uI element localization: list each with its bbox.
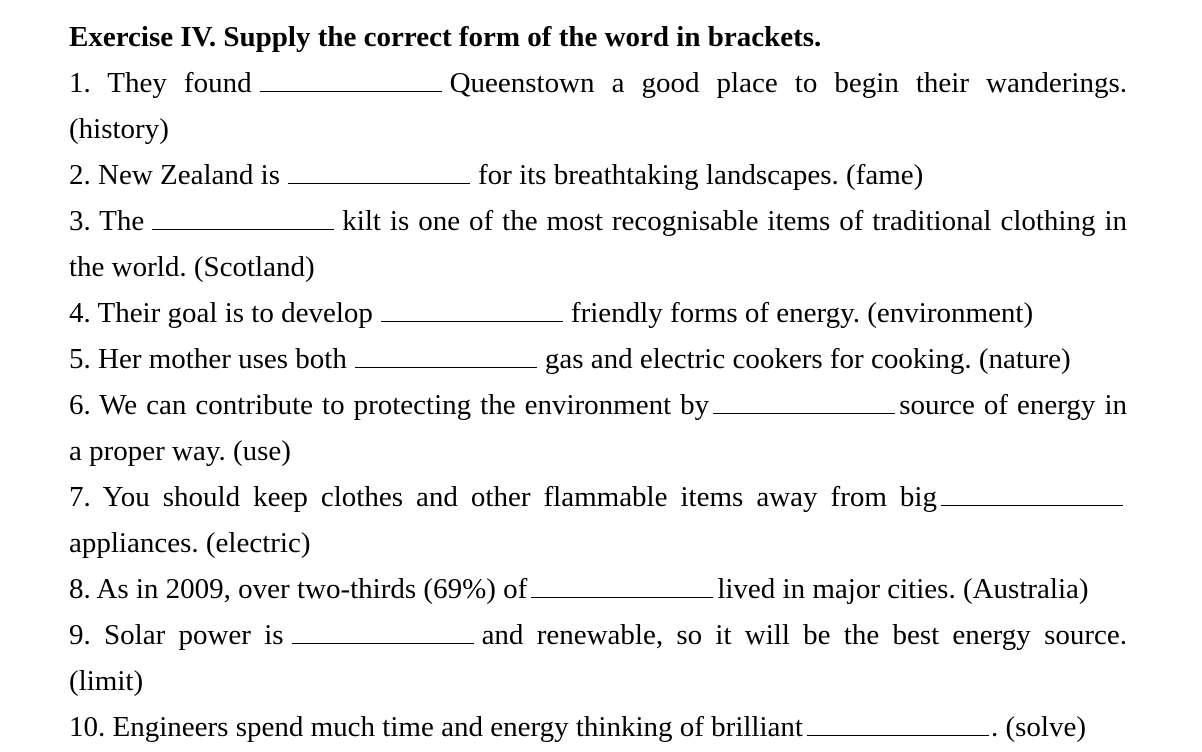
answer-blank-4 bbox=[381, 299, 563, 322]
answer-blank-10 bbox=[807, 713, 989, 736]
item-text-after: and renewable, so it will be the best energy source. (limit) bbox=[69, 619, 1128, 697]
exercise-item-6 bbox=[69, 382, 1127, 474]
item-text-after: . (solve) bbox=[990, 711, 1087, 743]
item-text-before: 2. New Zealand is bbox=[69, 159, 280, 191]
item-text-before: 10. Engineers spend much time and energy thinking of brilliant bbox=[69, 711, 803, 743]
answer-blank-8 bbox=[531, 575, 713, 598]
item-text-after: Queenstown a good place to begin their wanderings. (history) bbox=[69, 67, 1127, 145]
exercise-item-8 bbox=[69, 566, 1127, 612]
item-text-before: 3. The bbox=[69, 205, 145, 237]
exercise-item-3 bbox=[69, 198, 1127, 290]
item-text-after: for its breathtaking landscapes. (fame) bbox=[478, 159, 924, 191]
answer-blank-7 bbox=[941, 483, 1123, 506]
item-text-after: friendly forms of energy. (environment) bbox=[570, 297, 1034, 329]
answer-blank-1 bbox=[260, 69, 442, 92]
item-text-before: 9. Solar power is bbox=[69, 619, 284, 651]
exercise-item-5 bbox=[69, 336, 1127, 382]
exercise-item-4 bbox=[69, 290, 1127, 336]
exercise-item-1 bbox=[69, 60, 1127, 152]
exercise-page bbox=[69, 14, 1127, 750]
exercise-title: Exercise IV. Supply the correct form of the word in brackets. bbox=[69, 21, 822, 53]
item-text-after: kilt is one of the most recognisable items of traditional clothing in the world. (Scotland) bbox=[69, 205, 1128, 283]
exercise-item-7 bbox=[69, 474, 1127, 566]
answer-blank-6 bbox=[713, 391, 895, 414]
exercise-item-9 bbox=[69, 612, 1127, 704]
answer-blank-3 bbox=[152, 207, 334, 230]
item-text-after: source of energy in a proper way. (use) bbox=[69, 389, 1127, 467]
item-text-before: 4. Their goal is to develop bbox=[69, 297, 373, 329]
item-text-before: 7. You should keep clothes and other flammable items away from big bbox=[69, 481, 937, 513]
answer-blank-2 bbox=[288, 161, 470, 184]
item-text-before: 5. Her mother uses both bbox=[69, 343, 347, 375]
item-text-after: appliances. (electric) bbox=[69, 527, 311, 559]
exercise-item-2 bbox=[69, 152, 1127, 198]
item-text-after: gas and electric cookers for cooking. (nature) bbox=[544, 343, 1071, 375]
item-text-before: 6. We can contribute to protecting the environment by bbox=[69, 389, 710, 421]
answer-blank-5 bbox=[355, 345, 537, 368]
item-text-before: 8. As in 2009, over two-thirds (69%) of bbox=[69, 573, 528, 605]
exercise-item-10 bbox=[69, 704, 1127, 750]
item-text-after: lived in major cities. (Australia) bbox=[717, 573, 1089, 605]
item-text-before: 1. They found bbox=[69, 67, 252, 99]
answer-blank-9 bbox=[292, 621, 474, 644]
